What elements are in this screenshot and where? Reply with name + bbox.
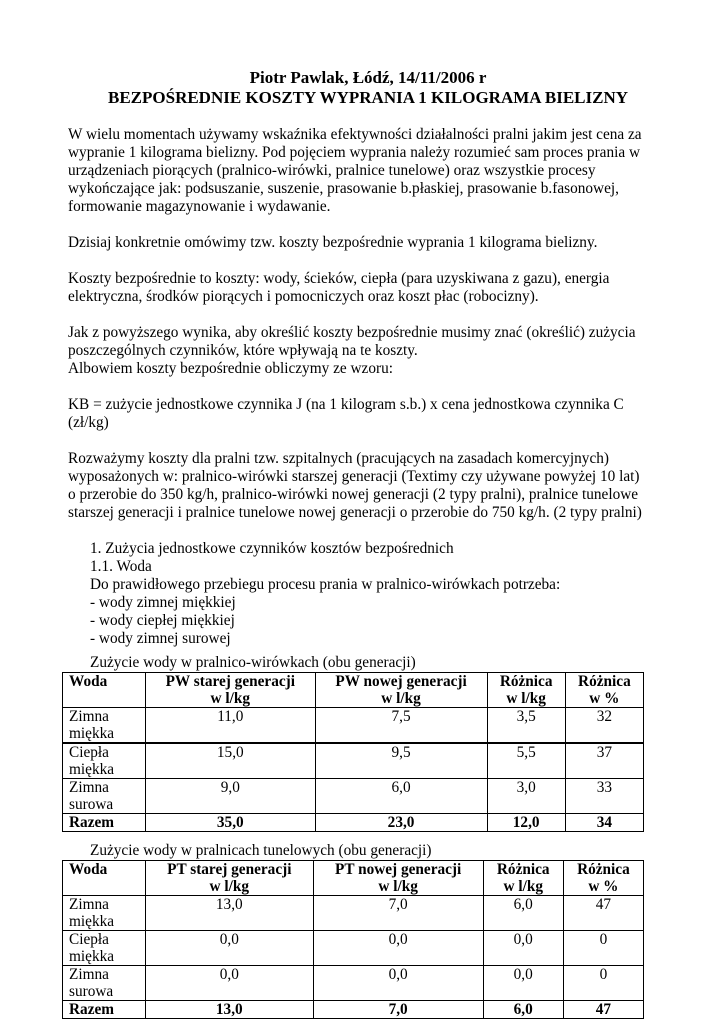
table-cell: 0,0 — [146, 931, 314, 966]
paragraph-formula-intro: Albowiem koszty bezpośrednie obliczymy ze wzoru: — [68, 360, 393, 377]
table-cell: 0,0 — [313, 966, 483, 1001]
table-cell: 47 — [563, 1001, 643, 1019]
row-label: Zimna miękka — [63, 708, 146, 744]
paragraph-intro: W wielu momentach używamy wskaźnika efektywności działalności pralni jakim jest cena za wypranie 1 kilograma bielizny. Pod pojęciem wyprania należy rozumieć sam proces prania w urządzeniach piorących (pralnico-wirówki, pralnice tunelowe) oraz wszystkie procesy wykończające jak: podsuszanie, suszenie, prasowanie b.płaskiej, prasowanie b.fasonowej, formowanie magazynowanie i wydawanie. — [68, 126, 642, 215]
row-label: Razem — [63, 814, 146, 832]
document-page — [68, 68, 668, 1019]
column-header: PT starej generacji w l/kg — [146, 861, 314, 896]
table-row — [63, 896, 644, 931]
table-row — [63, 779, 644, 814]
list-item: - wody zimnej miękkiej — [90, 594, 236, 611]
table-cell: 9,5 — [315, 743, 487, 779]
table-cell: 3,5 — [487, 708, 565, 744]
table-cell: 12,0 — [487, 814, 565, 832]
table-row — [63, 931, 644, 966]
table-cell: 15,0 — [146, 743, 316, 779]
table-cell: 35,0 — [146, 814, 316, 832]
table-cell: 34 — [565, 814, 643, 832]
table-header-row — [63, 861, 644, 896]
table-cell: 13,0 — [146, 1001, 314, 1019]
table-cell: 3,0 — [487, 779, 565, 814]
table-cell: 5,5 — [487, 743, 565, 779]
column-header: PT nowej generacji w l/kg — [313, 861, 483, 896]
row-label: Zimna surowa — [63, 779, 146, 814]
table-cell: 32 — [565, 708, 643, 744]
section-water — [68, 540, 668, 648]
table-total-row — [63, 814, 644, 832]
column-header: Woda — [63, 673, 146, 708]
table-cell: 0,0 — [483, 931, 563, 966]
column-header: Różnica w l/kg — [487, 673, 565, 708]
table-cell: 7,0 — [313, 1001, 483, 1019]
column-header: Różnica w % — [563, 861, 643, 896]
section-subheading: 1.1. Woda — [90, 558, 152, 575]
table-cell: 0,0 — [146, 966, 314, 1001]
table-cell: 13,0 — [146, 896, 314, 931]
table-tunnel-washers — [62, 860, 644, 1019]
table-cell: 7,5 — [315, 708, 487, 744]
table-cell: 37 — [565, 743, 643, 779]
row-label: Ciepła miękka — [63, 743, 146, 779]
paragraph-laundries-cont: o przerobie do 350 kg/h, pralnico-wirówki nowej generacji (2 typy pralni), pralnice tunelowe starszej generacji i pralnice tunelowe nowej generacji o przerobie do 750 kg/h. (2 typy pralni) — [68, 486, 642, 521]
column-header: Woda — [63, 861, 146, 896]
table-row — [63, 708, 644, 744]
table-cell: 6,0 — [483, 1001, 563, 1019]
formula: KB = zużycie jednostkowe czynnika J (na 1 kilogram s.b.) x cena jednostkowa czynnika C (zł/kg) — [68, 396, 624, 431]
section-heading: 1. Zużycia jednostkowe czynników kosztów bezpośrednich — [90, 540, 454, 557]
table-cell: 47 — [563, 896, 643, 931]
paragraph-today: Dzisiaj konkretnie omówimy tzw. koszty bezpośrednie wyprania 1 kilograma bielizny. — [68, 234, 598, 251]
table-row — [63, 743, 644, 779]
paragraph-direct-costs: Koszty bezpośrednie to koszty: wody, ścieków, ciepła (para uzyskiwana z gazu), energia elektryczna, środków piorących i pomocniczych oraz koszt płac (robocizny). — [68, 270, 610, 305]
row-label: Zimna surowa — [63, 966, 146, 1001]
table-header-row — [63, 673, 644, 708]
table-cell: 33 — [565, 779, 643, 814]
table-cell: 0 — [563, 966, 643, 1001]
document-title: BEZPOŚREDNIE KOSZTY WYPRANIA 1 KILOGRAMA BIELIZNY — [107, 88, 629, 107]
list-item: - wody zimnej surowej — [90, 630, 231, 647]
table-cell: 6,0 — [483, 896, 563, 931]
table-cell: 11,0 — [146, 708, 316, 744]
table-cell: 9,0 — [146, 779, 316, 814]
paragraph-consumption: Jak z powyższego wynika, aby określić koszty bezpośrednie musimy znać (określić) zużycia poszczególnych czynników, które wpływają na te koszty. — [68, 324, 636, 359]
table1-caption: Zużycie wody w pralnico-wirówkach (obu generacji) — [90, 654, 416, 671]
table2-caption: Zużycie wody w pralnicach tunelowych (obu generacji) — [90, 842, 432, 859]
table-cell: 6,0 — [315, 779, 487, 814]
section-intro: Do prawidłowego przebiegu procesu prania w pralnico-wirówkach potrzeba: — [90, 576, 561, 593]
row-label: Razem — [63, 1001, 146, 1019]
table-cell: 0,0 — [313, 931, 483, 966]
table-cell: 23,0 — [315, 814, 487, 832]
paragraph-laundries: Rozważymy koszty dla pralni tzw. szpitalnych (pracujących na zasadach komercyjnych) wyposażonych w: pralnico-wirówki starszej generacji (Textimy czy używane powyżej 10 lat) — [68, 450, 640, 485]
table-washer-extractors — [62, 672, 644, 832]
table-cell: 0,0 — [483, 966, 563, 1001]
table-cell: 0 — [563, 931, 643, 966]
table-total-row — [63, 1001, 644, 1019]
column-header: Różnica w % — [565, 673, 643, 708]
list-item: - wody ciepłej miękkiej — [90, 612, 235, 629]
column-header: PW nowej generacji w l/kg — [315, 673, 487, 708]
table-cell: 7,0 — [313, 896, 483, 931]
column-header: Różnica w l/kg — [483, 861, 563, 896]
column-header: PW starej generacji w l/kg — [146, 673, 316, 708]
author-line: Piotr Pawlak, Łódź, 14/11/2006 r — [249, 68, 487, 87]
row-label: Zimna miękka — [63, 896, 146, 931]
row-label: Ciepła miękka — [63, 931, 146, 966]
table-row — [63, 966, 644, 1001]
